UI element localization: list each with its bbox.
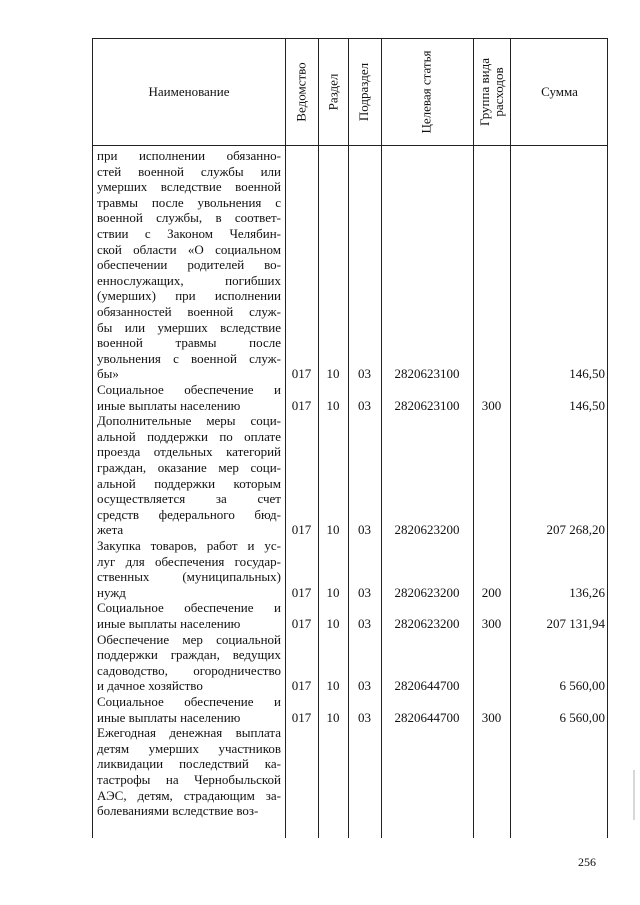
cell-podrazdel: 03 xyxy=(358,397,371,413)
cell-podrazdel: 03 xyxy=(358,615,371,631)
row-name-line: иные выплаты населению xyxy=(97,615,241,631)
cell-vedomstvo: 017 xyxy=(291,678,312,694)
header-gruppa-vida-rashodov: Группа вида расходов xyxy=(476,58,506,126)
cell-celevaya-statya: 2820644700 xyxy=(394,709,460,725)
row-name-line: Дополнительные меры соци- xyxy=(97,413,281,429)
cell-celevaya-statya: 2820623200 xyxy=(394,522,460,538)
table-row xyxy=(93,382,609,413)
header-razdel: Раздел xyxy=(325,73,340,111)
cell-summa: 6 560,00 xyxy=(559,678,605,694)
row-name-line: ской области «О социальном xyxy=(97,241,281,257)
cell-razdel: 10 xyxy=(326,709,340,725)
row-name-line: луг для обеспечения государ- xyxy=(97,553,281,569)
row-name xyxy=(97,694,281,725)
row-name-line: средств федерального бюд- xyxy=(97,506,281,522)
cell-podrazdel: 03 xyxy=(358,678,371,694)
cell-celevaya-statya: 2820623100 xyxy=(394,397,460,413)
cell-vedomstvo: 017 xyxy=(291,397,312,413)
cell-gruppa: 300 xyxy=(481,709,502,725)
header-celevaya-statya: Целевая статья xyxy=(418,50,434,134)
cell-podrazdel: 03 xyxy=(358,366,371,382)
cell-gruppa: 300 xyxy=(481,397,502,413)
row-name-line: ственных (муниципальных) xyxy=(97,569,281,585)
row-name-line: Социальное обеспечение и xyxy=(97,694,281,709)
row-name-line: тастрофы на Чернобыльской xyxy=(97,771,281,787)
row-name xyxy=(97,538,281,600)
row-name-line: альной поддержки которым xyxy=(97,475,281,491)
cell-vedomstvo: 017 xyxy=(291,366,312,382)
header-name: Наименование xyxy=(148,84,230,99)
row-name-line: Социальное обеспечение и xyxy=(97,382,281,397)
cell-summa: 207 268,20 xyxy=(546,522,605,538)
cell-summa: 207 131,94 xyxy=(546,615,605,631)
cell-razdel: 10 xyxy=(326,615,340,631)
row-name-line: садоводство, огородничество xyxy=(97,662,281,678)
row-name-line: осуществляется за счет xyxy=(97,491,281,507)
row-name xyxy=(97,725,281,819)
row-name-line: травмы после увольнения с xyxy=(97,194,281,210)
header-divider xyxy=(93,145,607,146)
row-name-line: иные выплаты населению xyxy=(97,397,241,413)
row-name-line: граждан, оказание мер соци- xyxy=(97,459,281,475)
row-name-line: военной травмы после xyxy=(97,335,281,351)
row-name-line: Ежегодная денежная выплата xyxy=(97,725,281,741)
row-name xyxy=(97,413,281,538)
cell-summa: 6 560,00 xyxy=(559,709,605,725)
row-name-line: (умерших) при исполнении xyxy=(97,288,281,304)
cell-razdel: 10 xyxy=(326,366,340,382)
row-name xyxy=(97,632,281,694)
row-name-line: бы или умерших вследствие xyxy=(97,319,281,335)
row-name-line: проезда отдельных категорий xyxy=(97,444,281,460)
cell-celevaya-statya: 2820623200 xyxy=(394,584,460,600)
row-name-line: бы» xyxy=(97,366,119,382)
cell-celevaya-statya: 2820623100 xyxy=(394,366,460,382)
row-name-line: при исполнении обязанно- xyxy=(97,148,281,163)
row-name-line: Обеспечение мер социальной xyxy=(97,631,281,647)
table-row xyxy=(93,413,609,538)
cell-vedomstvo: 017 xyxy=(291,522,312,538)
cell-summa: 136,26 xyxy=(569,584,605,600)
cell-summa: 146,50 xyxy=(569,366,605,382)
row-name-line: обеспечении родителей во- xyxy=(97,257,281,273)
header-podrazdel: Подраздел xyxy=(356,62,372,122)
row-name-line: поддержки граждан, ведущих xyxy=(97,647,281,663)
cell-razdel: 10 xyxy=(326,678,340,694)
cell-podrazdel: 03 xyxy=(358,584,371,600)
table-row xyxy=(93,600,609,631)
row-name-line: альной поддержки по оплате xyxy=(97,428,281,444)
cell-razdel: 10 xyxy=(326,584,340,600)
row-name-line: увольнения с военной служ- xyxy=(97,350,281,366)
row-name-line: военной службы, в соответ- xyxy=(97,210,281,226)
table-row xyxy=(93,632,609,694)
header-summa: Сумма xyxy=(541,84,578,99)
row-name-line: АЭС, детям, страдающим за- xyxy=(97,787,281,803)
row-name-line: умерших вследствие военной xyxy=(97,179,281,195)
cell-gruppa: 300 xyxy=(481,615,502,631)
row-name xyxy=(97,148,281,382)
row-name-line: ликвидации последствий ка- xyxy=(97,756,281,772)
row-name-line: еннослужащих, погибших xyxy=(97,272,281,288)
table-row xyxy=(93,694,609,725)
cell-vedomstvo: 017 xyxy=(291,584,312,600)
cell-podrazdel: 03 xyxy=(358,709,371,725)
cell-gruppa: 200 xyxy=(481,584,502,600)
cell-razdel: 10 xyxy=(326,522,340,538)
budget-table xyxy=(92,38,608,838)
row-name-line: Социальное обеспечение и xyxy=(97,600,281,616)
row-name-line: иные выплаты населению xyxy=(97,709,241,725)
scan-edge-mark xyxy=(633,770,635,820)
page-number: 256 xyxy=(578,855,596,869)
table-row xyxy=(93,538,609,600)
row-name xyxy=(97,600,281,631)
table-row xyxy=(93,148,609,382)
cell-celevaya-statya: 2820623200 xyxy=(394,615,460,631)
cell-razdel: 10 xyxy=(326,397,340,413)
row-name-line: нужд xyxy=(97,584,126,600)
row-name-line: Закупка товаров, работ и ус- xyxy=(97,538,281,553)
cell-vedomstvo: 017 xyxy=(291,615,312,631)
cell-celevaya-statya: 2820644700 xyxy=(394,678,460,694)
row-name-line: стей военной службы или xyxy=(97,163,281,179)
header-vedomstvo: Ведомство xyxy=(293,62,309,122)
cell-summa: 146,50 xyxy=(569,397,605,413)
cell-podrazdel: 03 xyxy=(358,522,371,538)
row-name-line: ствии с Законом Челябин- xyxy=(97,225,281,241)
row-name-line: детям умерших участников xyxy=(97,740,281,756)
row-name-line: и дачное хозяйство xyxy=(97,678,203,694)
row-name-line: обязанностей военной служ- xyxy=(97,303,281,319)
row-name-line: болеваниями вследствие воз- xyxy=(97,803,259,819)
table-row xyxy=(93,725,609,819)
cell-vedomstvo: 017 xyxy=(291,709,312,725)
row-name-line: жета xyxy=(97,522,124,538)
row-name xyxy=(97,382,281,413)
